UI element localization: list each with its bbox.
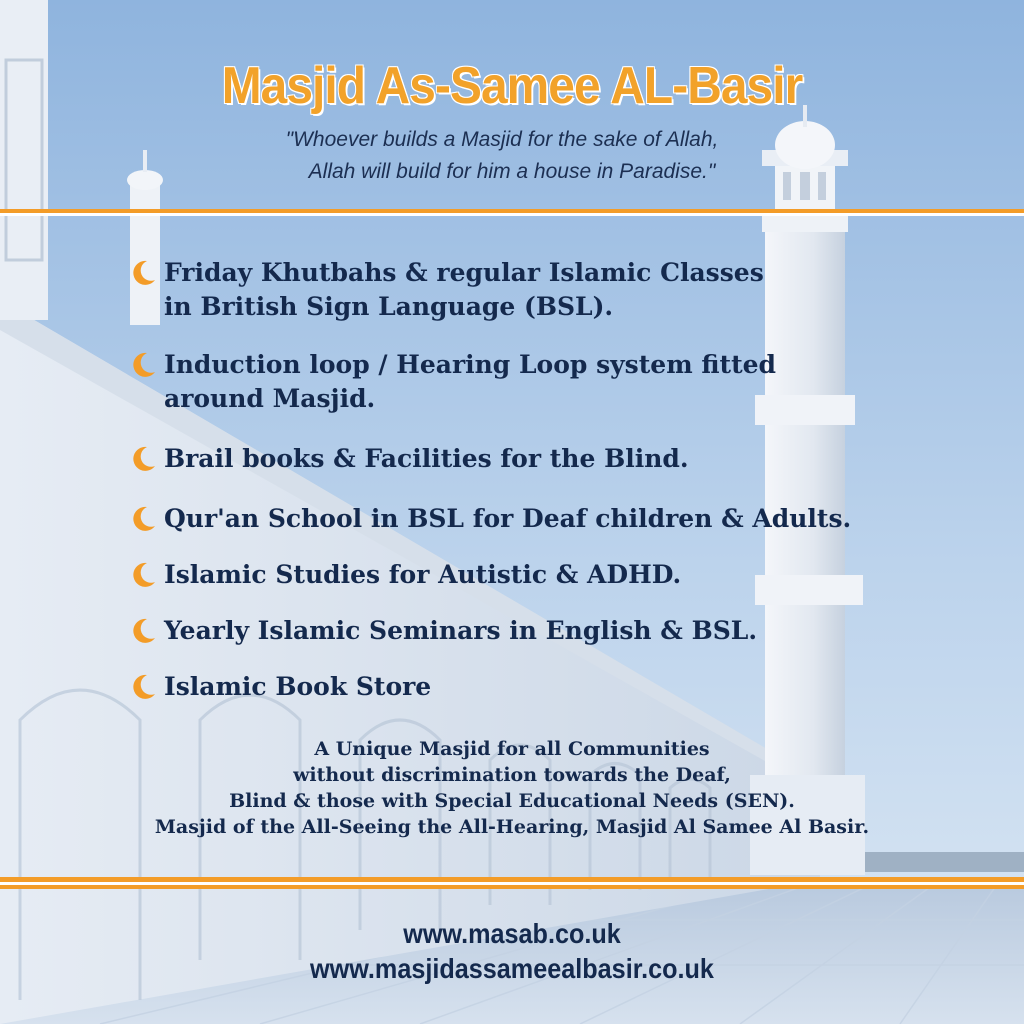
feature-text: Induction loop / Hearing Loop system fitted around Masjid.: [164, 350, 777, 413]
crescent-moon-icon: [128, 444, 158, 474]
website-link-primary[interactable]: www.masab.co.uk: [403, 918, 621, 949]
closing-line-3: Blind & those with Special Educational Needs (SEN).: [229, 790, 795, 812]
crescent-moon-icon: [128, 616, 158, 646]
closing-line-1: A Unique Masjid for all Communities: [314, 738, 710, 760]
feature-text: Islamic Studies for Autistic & ADHD.: [164, 560, 682, 589]
hadith-quote-line-2: Allah will build for him a house in Paradise.": [308, 160, 716, 183]
crescent-moon-icon: [128, 258, 158, 288]
feature-text: Yearly Islamic Seminars in English & BSL.: [164, 616, 758, 645]
crescent-moon-icon: [128, 350, 158, 380]
crescent-moon-icon: [128, 560, 158, 590]
feature-text: Friday Khutbahs & regular Islamic Classes in British Sign Language (BSL).: [164, 258, 764, 321]
feature-text: Qur'an School in BSL for Deaf children & Adults.: [164, 504, 852, 533]
hadith-quote-line-1: "Whoever builds a Masjid for the sake of Allah,: [285, 128, 719, 151]
page-title: Masjid As-Samee AL-Basir: [221, 57, 803, 115]
bottom-divider-orange-2: [0, 885, 1024, 889]
top-divider-white: [0, 213, 1024, 216]
closing-line-2: without discrimination towards the Deaf,: [293, 764, 731, 786]
feature-text: Islamic Book Store: [164, 672, 432, 701]
feature-text: Brail books & Facilities for the Blind.: [164, 444, 689, 473]
website-link-secondary[interactable]: www.masjidassameealbasir.co.uk: [310, 953, 714, 984]
closing-statement: [0, 736, 1024, 840]
closing-line-4: Masjid of the All-Seeing the All-Hearing, Masjid Al Samee Al Basir.: [154, 816, 870, 838]
crescent-moon-icon: [128, 672, 158, 702]
crescent-moon-icon: [128, 504, 158, 534]
